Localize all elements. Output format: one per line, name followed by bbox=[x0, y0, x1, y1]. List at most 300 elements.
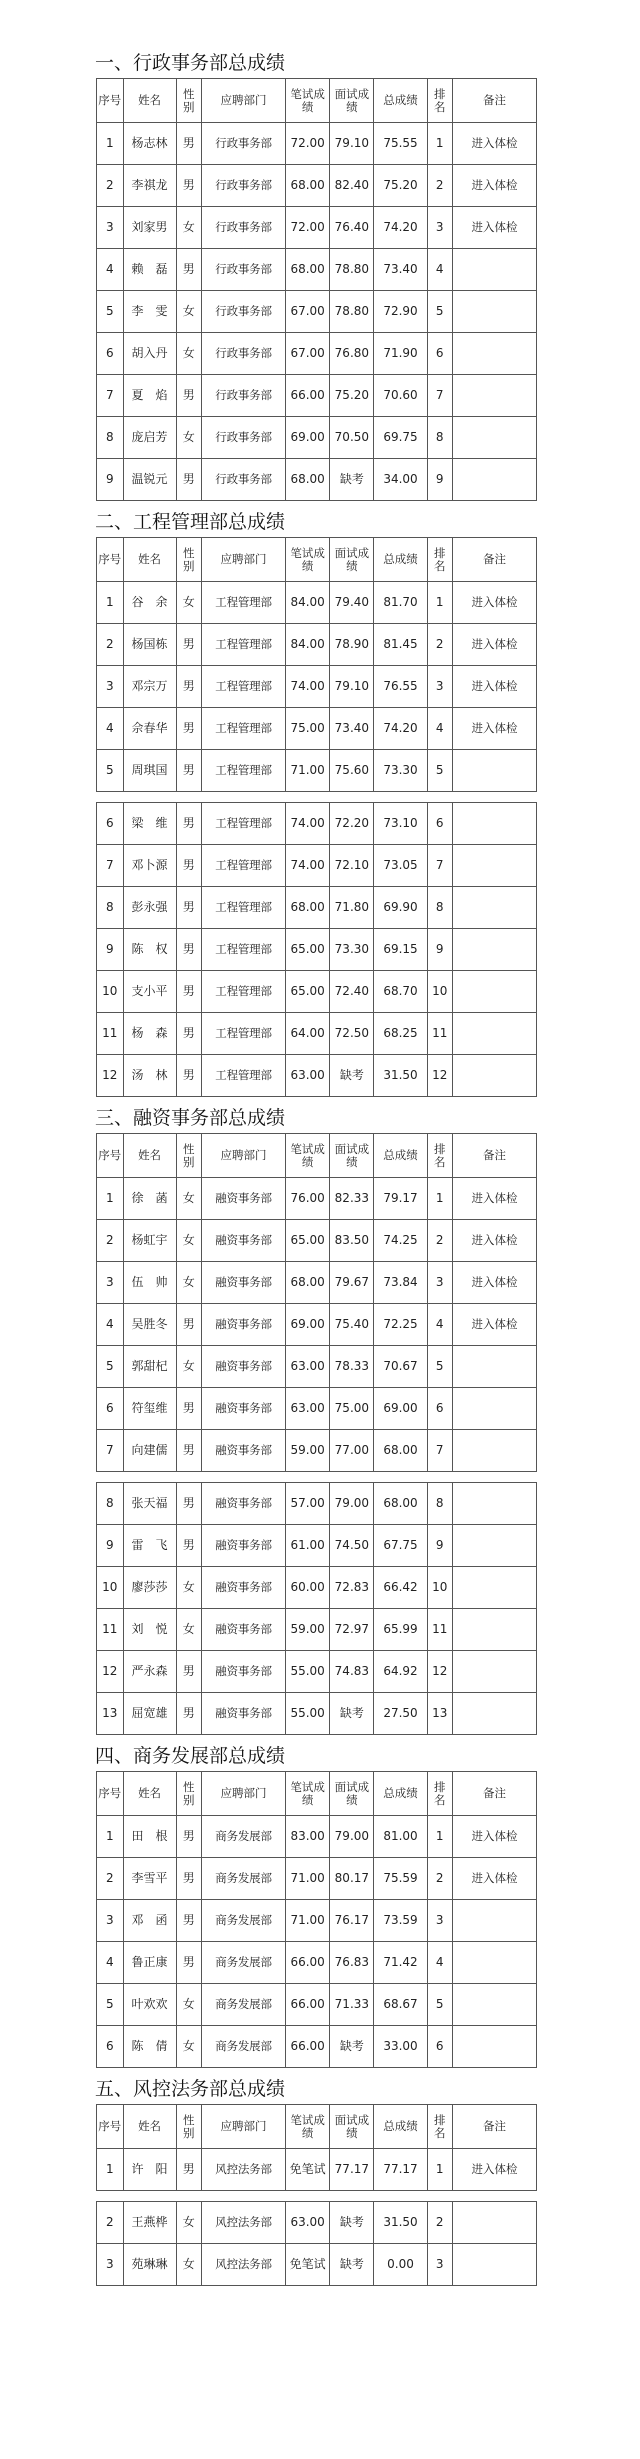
cell-sex: 男 bbox=[176, 1055, 201, 1097]
cell-rank: 8 bbox=[427, 1483, 452, 1525]
cell-name: 杨虹宇 bbox=[123, 1220, 176, 1262]
cell-name: 李雪平 bbox=[123, 1858, 176, 1900]
cell-sex: 男 bbox=[176, 2149, 201, 2191]
cell-note bbox=[452, 417, 536, 459]
cell-written: 63.00 bbox=[286, 1388, 330, 1430]
cell-interview: 78.80 bbox=[330, 291, 374, 333]
cell-note: 进入体检 bbox=[452, 624, 536, 666]
cell-interview: 74.83 bbox=[330, 1651, 374, 1693]
cell-written: 74.00 bbox=[286, 666, 330, 708]
cell-no: 3 bbox=[97, 1262, 124, 1304]
cell-name: 胡入丹 bbox=[123, 333, 176, 375]
cell-interview: 70.50 bbox=[330, 417, 374, 459]
table-row bbox=[97, 1304, 537, 1346]
cell-dept: 融资事务部 bbox=[202, 1609, 286, 1651]
cell-dept: 商务发展部 bbox=[202, 2026, 286, 2068]
cell-no: 6 bbox=[97, 803, 124, 845]
cell-written: 67.00 bbox=[286, 291, 330, 333]
cell-no: 7 bbox=[97, 375, 124, 417]
cell-rank: 2 bbox=[427, 165, 452, 207]
cell-dept: 工程管理部 bbox=[202, 666, 286, 708]
cell-written: 65.00 bbox=[286, 971, 330, 1013]
cell-total: 69.75 bbox=[374, 417, 427, 459]
section-title: 五、风控法务部总成绩 bbox=[95, 2078, 286, 2100]
cell-dept: 商务发展部 bbox=[202, 1942, 286, 1984]
cell-note bbox=[452, 1984, 536, 2026]
cell-written: 72.00 bbox=[286, 207, 330, 249]
header-written: 笔试成绩 bbox=[286, 1772, 330, 1816]
cell-no: 5 bbox=[97, 291, 124, 333]
table-row bbox=[97, 887, 537, 929]
cell-name: 伍 帅 bbox=[123, 1262, 176, 1304]
cell-rank: 6 bbox=[427, 803, 452, 845]
cell-written: 68.00 bbox=[286, 249, 330, 291]
cell-name: 邓卜源 bbox=[123, 845, 176, 887]
cell-dept: 融资事务部 bbox=[202, 1567, 286, 1609]
cell-total: 67.75 bbox=[374, 1525, 427, 1567]
cell-sex: 女 bbox=[176, 1567, 201, 1609]
cell-no: 1 bbox=[97, 1178, 124, 1220]
header-sex: 性别 bbox=[176, 1772, 201, 1816]
cell-dept: 工程管理部 bbox=[202, 1055, 286, 1097]
table-row bbox=[97, 1178, 537, 1220]
cell-rank: 7 bbox=[427, 375, 452, 417]
cell-interview: 77.00 bbox=[330, 1430, 374, 1472]
cell-note bbox=[452, 1346, 536, 1388]
cell-note bbox=[452, 1693, 536, 1735]
cell-interview: 76.40 bbox=[330, 207, 374, 249]
cell-rank: 2 bbox=[427, 1220, 452, 1262]
cell-total: 77.17 bbox=[374, 2149, 427, 2191]
cell-no: 1 bbox=[97, 582, 124, 624]
cell-rank: 6 bbox=[427, 1388, 452, 1430]
header-sex: 性别 bbox=[176, 538, 201, 582]
table-row bbox=[97, 2026, 537, 2068]
cell-dept: 行政事务部 bbox=[202, 375, 286, 417]
cell-name: 向建儒 bbox=[123, 1430, 176, 1472]
cell-rank: 6 bbox=[427, 2026, 452, 2068]
cell-interview: 82.40 bbox=[330, 165, 374, 207]
table-row bbox=[97, 1013, 537, 1055]
cell-sex: 男 bbox=[176, 1942, 201, 1984]
table-row bbox=[97, 459, 537, 501]
cell-rank: 8 bbox=[427, 887, 452, 929]
cell-rank: 9 bbox=[427, 459, 452, 501]
cell-note bbox=[452, 333, 536, 375]
cell-no: 5 bbox=[97, 1984, 124, 2026]
cell-rank: 6 bbox=[427, 333, 452, 375]
cell-name: 赖 磊 bbox=[123, 249, 176, 291]
cell-interview: 76.80 bbox=[330, 333, 374, 375]
header-name: 姓名 bbox=[123, 538, 176, 582]
cell-name: 廖莎莎 bbox=[123, 1567, 176, 1609]
cell-sex: 男 bbox=[176, 1304, 201, 1346]
cell-name: 许 阳 bbox=[123, 2149, 176, 2191]
score-table bbox=[96, 1133, 537, 1472]
cell-note bbox=[452, 1900, 536, 1942]
cell-no: 7 bbox=[97, 845, 124, 887]
cell-interview: 71.33 bbox=[330, 1984, 374, 2026]
cell-interview: 78.80 bbox=[330, 249, 374, 291]
cell-sex: 女 bbox=[176, 2026, 201, 2068]
cell-dept: 融资事务部 bbox=[202, 1304, 286, 1346]
table-row bbox=[97, 1262, 537, 1304]
cell-interview: 缺考 bbox=[330, 459, 374, 501]
cell-sex: 女 bbox=[176, 1346, 201, 1388]
cell-sex: 男 bbox=[176, 1858, 201, 1900]
cell-sex: 男 bbox=[176, 887, 201, 929]
cell-note: 进入体检 bbox=[452, 1262, 536, 1304]
cell-dept: 商务发展部 bbox=[202, 1900, 286, 1942]
header-rank: 排名 bbox=[427, 79, 452, 123]
table-row bbox=[97, 1984, 537, 2026]
cell-dept: 工程管理部 bbox=[202, 971, 286, 1013]
cell-total: 73.84 bbox=[374, 1262, 427, 1304]
cell-name: 鲁正康 bbox=[123, 1942, 176, 1984]
table-row bbox=[97, 333, 537, 375]
table-row bbox=[97, 1693, 537, 1735]
cell-interview: 79.00 bbox=[330, 1483, 374, 1525]
cell-dept: 融资事务部 bbox=[202, 1388, 286, 1430]
cell-rank: 3 bbox=[427, 1900, 452, 1942]
cell-total: 64.92 bbox=[374, 1651, 427, 1693]
cell-sex: 男 bbox=[176, 1013, 201, 1055]
cell-total: 68.00 bbox=[374, 1430, 427, 1472]
header-note: 备注 bbox=[452, 2105, 536, 2149]
header-name: 姓名 bbox=[123, 79, 176, 123]
cell-sex: 男 bbox=[176, 249, 201, 291]
cell-dept: 工程管理部 bbox=[202, 582, 286, 624]
cell-rank: 5 bbox=[427, 291, 452, 333]
cell-no: 2 bbox=[97, 624, 124, 666]
cell-no: 8 bbox=[97, 1483, 124, 1525]
cell-name: 谷 余 bbox=[123, 582, 176, 624]
cell-written: 60.00 bbox=[286, 1567, 330, 1609]
cell-interview: 79.10 bbox=[330, 123, 374, 165]
cell-written: 74.00 bbox=[286, 845, 330, 887]
cell-total: 71.90 bbox=[374, 333, 427, 375]
table-row bbox=[97, 929, 537, 971]
cell-interview: 缺考 bbox=[330, 2244, 374, 2286]
cell-interview: 75.40 bbox=[330, 1304, 374, 1346]
cell-note: 进入体检 bbox=[452, 123, 536, 165]
cell-sex: 男 bbox=[176, 1651, 201, 1693]
cell-name: 陈 倩 bbox=[123, 2026, 176, 2068]
cell-written: 71.00 bbox=[286, 750, 330, 792]
cell-dept: 融资事务部 bbox=[202, 1651, 286, 1693]
table-row bbox=[97, 750, 537, 792]
cell-sex: 女 bbox=[176, 417, 201, 459]
cell-interview: 75.60 bbox=[330, 750, 374, 792]
cell-sex: 女 bbox=[176, 2202, 201, 2244]
table-row bbox=[97, 1388, 537, 1430]
cell-rank: 11 bbox=[427, 1609, 452, 1651]
header-no: 序号 bbox=[97, 1772, 124, 1816]
cell-total: 79.17 bbox=[374, 1178, 427, 1220]
header-row bbox=[97, 538, 537, 582]
cell-sex: 男 bbox=[176, 708, 201, 750]
cell-total: 68.25 bbox=[374, 1013, 427, 1055]
cell-dept: 行政事务部 bbox=[202, 291, 286, 333]
cell-total: 74.20 bbox=[374, 207, 427, 249]
header-interview: 面试成绩 bbox=[330, 2105, 374, 2149]
cell-rank: 1 bbox=[427, 582, 452, 624]
table-row bbox=[97, 1055, 537, 1097]
cell-written: 74.00 bbox=[286, 803, 330, 845]
cell-sex: 男 bbox=[176, 666, 201, 708]
cell-note bbox=[452, 2026, 536, 2068]
cell-note bbox=[452, 750, 536, 792]
header-rank: 排名 bbox=[427, 2105, 452, 2149]
table-row bbox=[97, 2244, 537, 2286]
header-interview: 面试成绩 bbox=[330, 1772, 374, 1816]
cell-dept: 行政事务部 bbox=[202, 459, 286, 501]
cell-sex: 女 bbox=[176, 1609, 201, 1651]
cell-dept: 融资事务部 bbox=[202, 1346, 286, 1388]
table-row bbox=[97, 1430, 537, 1472]
cell-rank: 5 bbox=[427, 750, 452, 792]
cell-interview: 75.00 bbox=[330, 1388, 374, 1430]
cell-sex: 男 bbox=[176, 1388, 201, 1430]
cell-note: 进入体检 bbox=[452, 708, 536, 750]
cell-note bbox=[452, 1525, 536, 1567]
cell-total: 73.05 bbox=[374, 845, 427, 887]
header-row bbox=[97, 79, 537, 123]
header-no: 序号 bbox=[97, 79, 124, 123]
cell-no: 3 bbox=[97, 2244, 124, 2286]
cell-dept: 行政事务部 bbox=[202, 417, 286, 459]
cell-sex: 男 bbox=[176, 1430, 201, 1472]
cell-note: 进入体检 bbox=[452, 207, 536, 249]
cell-name: 严永森 bbox=[123, 1651, 176, 1693]
cell-sex: 男 bbox=[176, 1483, 201, 1525]
cell-note bbox=[452, 1013, 536, 1055]
cell-sex: 男 bbox=[176, 803, 201, 845]
cell-total: 0.00 bbox=[374, 2244, 427, 2286]
cell-rank: 12 bbox=[427, 1055, 452, 1097]
cell-note bbox=[452, 249, 536, 291]
cell-no: 10 bbox=[97, 971, 124, 1013]
header-sex: 性别 bbox=[176, 1134, 201, 1178]
cell-sex: 女 bbox=[176, 2244, 201, 2286]
cell-interview: 缺考 bbox=[330, 2202, 374, 2244]
cell-name: 符玺维 bbox=[123, 1388, 176, 1430]
cell-no: 5 bbox=[97, 750, 124, 792]
cell-total: 72.90 bbox=[374, 291, 427, 333]
cell-written: 63.00 bbox=[286, 1346, 330, 1388]
cell-written: 64.00 bbox=[286, 1013, 330, 1055]
cell-dept: 风控法务部 bbox=[202, 2149, 286, 2191]
table-row bbox=[97, 624, 537, 666]
cell-rank: 5 bbox=[427, 1346, 452, 1388]
cell-no: 9 bbox=[97, 929, 124, 971]
cell-total: 69.90 bbox=[374, 887, 427, 929]
cell-name: 田 根 bbox=[123, 1816, 176, 1858]
cell-name: 徐 菡 bbox=[123, 1178, 176, 1220]
header-interview: 面试成绩 bbox=[330, 79, 374, 123]
table-row bbox=[97, 666, 537, 708]
header-no: 序号 bbox=[97, 1134, 124, 1178]
section-title: 四、商务发展部总成绩 bbox=[95, 1745, 286, 1767]
cell-note bbox=[452, 375, 536, 417]
table-row bbox=[97, 845, 537, 887]
cell-total: 66.42 bbox=[374, 1567, 427, 1609]
table-row bbox=[97, 1483, 537, 1525]
cell-interview: 缺考 bbox=[330, 1055, 374, 1097]
cell-note bbox=[452, 1942, 536, 1984]
cell-written: 66.00 bbox=[286, 2026, 330, 2068]
cell-total: 70.67 bbox=[374, 1346, 427, 1388]
cell-note: 进入体检 bbox=[452, 1178, 536, 1220]
header-row bbox=[97, 2105, 537, 2149]
cell-name: 汤 林 bbox=[123, 1055, 176, 1097]
table-row bbox=[97, 971, 537, 1013]
cell-no: 13 bbox=[97, 1693, 124, 1735]
cell-sex: 男 bbox=[176, 375, 201, 417]
header-total: 总成绩 bbox=[374, 1772, 427, 1816]
cell-dept: 风控法务部 bbox=[202, 2244, 286, 2286]
cell-written: 69.00 bbox=[286, 1304, 330, 1346]
table-row bbox=[97, 375, 537, 417]
cell-sex: 男 bbox=[176, 1900, 201, 1942]
table-row bbox=[97, 249, 537, 291]
cell-total: 73.40 bbox=[374, 249, 427, 291]
cell-dept: 风控法务部 bbox=[202, 2202, 286, 2244]
cell-written: 68.00 bbox=[286, 459, 330, 501]
cell-note bbox=[452, 1388, 536, 1430]
cell-note: 进入体检 bbox=[452, 1858, 536, 1900]
cell-no: 8 bbox=[97, 417, 124, 459]
table-row bbox=[97, 1220, 537, 1262]
cell-written: 65.00 bbox=[286, 1220, 330, 1262]
cell-rank: 9 bbox=[427, 1525, 452, 1567]
cell-no: 6 bbox=[97, 333, 124, 375]
cell-sex: 男 bbox=[176, 971, 201, 1013]
cell-rank: 1 bbox=[427, 1816, 452, 1858]
cell-total: 75.55 bbox=[374, 123, 427, 165]
score-table bbox=[96, 78, 537, 501]
header-dept: 应聘部门 bbox=[202, 2105, 286, 2149]
cell-total: 33.00 bbox=[374, 2026, 427, 2068]
table-row bbox=[97, 1858, 537, 1900]
header-total: 总成绩 bbox=[374, 79, 427, 123]
cell-no: 6 bbox=[97, 1388, 124, 1430]
cell-interview: 79.67 bbox=[330, 1262, 374, 1304]
cell-name: 杨 森 bbox=[123, 1013, 176, 1055]
cell-rank: 7 bbox=[427, 1430, 452, 1472]
cell-note bbox=[452, 459, 536, 501]
header-no: 序号 bbox=[97, 2105, 124, 2149]
table-gap bbox=[0, 792, 640, 802]
cell-written: 61.00 bbox=[286, 1525, 330, 1567]
cell-interview: 79.40 bbox=[330, 582, 374, 624]
cell-total: 73.10 bbox=[374, 803, 427, 845]
cell-note bbox=[452, 1055, 536, 1097]
cell-written: 55.00 bbox=[286, 1693, 330, 1735]
cell-note: 进入体检 bbox=[452, 1816, 536, 1858]
header-note: 备注 bbox=[452, 1772, 536, 1816]
cell-total: 81.70 bbox=[374, 582, 427, 624]
cell-dept: 商务发展部 bbox=[202, 1816, 286, 1858]
cell-total: 81.45 bbox=[374, 624, 427, 666]
cell-dept: 商务发展部 bbox=[202, 1858, 286, 1900]
cell-no: 12 bbox=[97, 1055, 124, 1097]
cell-name: 支小平 bbox=[123, 971, 176, 1013]
cell-no: 5 bbox=[97, 1346, 124, 1388]
cell-note bbox=[452, 1567, 536, 1609]
cell-written: 66.00 bbox=[286, 1942, 330, 1984]
header-name: 姓名 bbox=[123, 1134, 176, 1178]
cell-no: 9 bbox=[97, 459, 124, 501]
cell-note: 进入体检 bbox=[452, 582, 536, 624]
cell-written: 57.00 bbox=[286, 1483, 330, 1525]
cell-interview: 72.20 bbox=[330, 803, 374, 845]
table-gap bbox=[0, 2191, 640, 2201]
header-name: 姓名 bbox=[123, 1772, 176, 1816]
header-sex: 性别 bbox=[176, 79, 201, 123]
cell-no: 4 bbox=[97, 249, 124, 291]
cell-no: 1 bbox=[97, 2149, 124, 2191]
cell-sex: 男 bbox=[176, 1525, 201, 1567]
cell-rank: 4 bbox=[427, 708, 452, 750]
cell-rank: 12 bbox=[427, 1651, 452, 1693]
cell-no: 2 bbox=[97, 1220, 124, 1262]
cell-no: 2 bbox=[97, 165, 124, 207]
cell-name: 梁 维 bbox=[123, 803, 176, 845]
cell-written: 75.00 bbox=[286, 708, 330, 750]
cell-sex: 男 bbox=[176, 750, 201, 792]
cell-dept: 行政事务部 bbox=[202, 123, 286, 165]
cell-interview: 76.83 bbox=[330, 1942, 374, 1984]
header-dept: 应聘部门 bbox=[202, 79, 286, 123]
cell-written: 63.00 bbox=[286, 2202, 330, 2244]
cell-name: 李祺龙 bbox=[123, 165, 176, 207]
cell-total: 31.50 bbox=[374, 2202, 427, 2244]
cell-note bbox=[452, 1430, 536, 1472]
cell-rank: 3 bbox=[427, 666, 452, 708]
cell-name: 彭永强 bbox=[123, 887, 176, 929]
cell-no: 10 bbox=[97, 1567, 124, 1609]
section-title: 三、融资事务部总成绩 bbox=[95, 1107, 286, 1129]
table-row bbox=[97, 2202, 537, 2244]
cell-name: 夏 焰 bbox=[123, 375, 176, 417]
cell-dept: 行政事务部 bbox=[202, 165, 286, 207]
cell-total: 31.50 bbox=[374, 1055, 427, 1097]
cell-interview: 82.33 bbox=[330, 1178, 374, 1220]
cell-rank: 10 bbox=[427, 1567, 452, 1609]
cell-written: 69.00 bbox=[286, 417, 330, 459]
cell-dept: 工程管理部 bbox=[202, 1013, 286, 1055]
cell-name: 王燕桦 bbox=[123, 2202, 176, 2244]
table-gap bbox=[0, 1472, 640, 1482]
table-row bbox=[97, 2149, 537, 2191]
cell-written: 68.00 bbox=[286, 1262, 330, 1304]
table-row bbox=[97, 803, 537, 845]
cell-note bbox=[452, 1651, 536, 1693]
cell-written: 59.00 bbox=[286, 1430, 330, 1472]
section-title: 二、工程管理部总成绩 bbox=[95, 511, 286, 533]
cell-no: 8 bbox=[97, 887, 124, 929]
cell-no: 4 bbox=[97, 708, 124, 750]
cell-written: 66.00 bbox=[286, 375, 330, 417]
cell-note bbox=[452, 929, 536, 971]
cell-note bbox=[452, 291, 536, 333]
header-written: 笔试成绩 bbox=[286, 79, 330, 123]
cell-sex: 男 bbox=[176, 624, 201, 666]
header-note: 备注 bbox=[452, 79, 536, 123]
cell-sex: 男 bbox=[176, 459, 201, 501]
table-row bbox=[97, 1651, 537, 1693]
